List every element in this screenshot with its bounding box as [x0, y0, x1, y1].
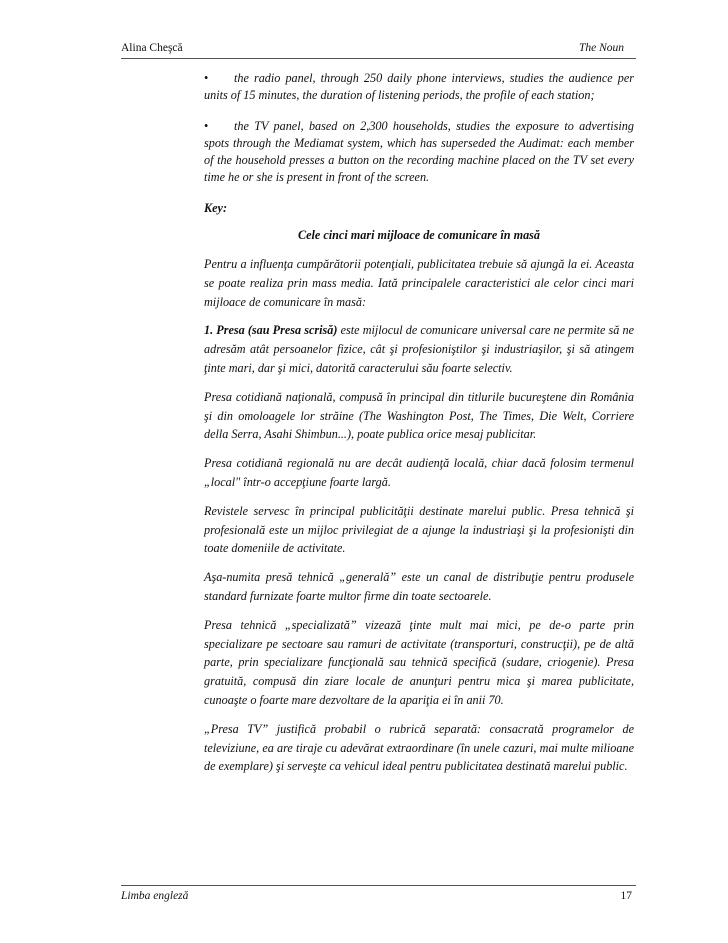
key-label: Key:: [204, 201, 228, 215]
intro-paragraph: Pentru a influenţa cumpărătorii potenţiali, publicitatea trebuie să ajungă la ei. Aceasta se poate realiza prin mass media. Iată principalele caracteristici ale celor cinci mari mijloace de comunicare în masă:: [204, 257, 634, 309]
header-title: The Noun: [578, 42, 624, 54]
bullet-item-radio: [204, 70, 634, 104]
key-subtitle: Cele cinci mari mijloace de comunicare în masă: [297, 228, 541, 242]
paragraph-specialized-press: Presa tehnică „specializată” vizează ţinte mult mai mici, pe de-o parte prin specializare pe sectoare sau ramuri de activitate (transporturi, construcţii), pe de altă parte, prin specializare funcţională sau tehnică specifică (sudare, criogenie). Presa gratuită, compusă din ziare locale de anunţuri pentru mica şi marea publicitate, cunoaşte o foarte mare dezvoltare de la apariţia ei în anii 70.: [204, 617, 634, 707]
paragraph-magazines: Revistele servesc în principal publicităţii destinate marelui public. Presa tehnică şi profesională este un mijloc privilegiat de a ajunge la industriaşi şi la profesionişti din toate domeniile de activitate.: [204, 503, 634, 556]
page-header: [121, 40, 636, 59]
footer-subject: Limba engleză: [121, 890, 189, 902]
paragraph-regional-press: Presa cotidiană regională nu are decât audienţă locală, chiar dacă folosim termenul „local" într-o accepţiune foarte largă.: [204, 456, 634, 489]
presa-heading: 1. Presa (sau Presa scrisă): [204, 323, 338, 338]
bullet-icon: •: [204, 71, 209, 85]
bullet-text: the TV panel, based on 2,300 households, studies the exposure to advertising spots through the Mediamat system, which has superseded the Audimat: each member of the household presses a button on the recording machine placed on the TV set every time he or she is present in front of the screen.: [204, 119, 634, 184]
paragraph-general-technical-press: Aşa-numita presă tehnică „generală” este un canal de distribuţie pentru produsele standard furnizate foarte multor firme din toate sectoarele.: [204, 570, 634, 603]
page-footer: [121, 885, 636, 906]
bullet-text: the radio panel, through 250 daily phone interviews, studies the audience per units of 15 minutes, the duration of listening periods, the profile of each station;: [204, 71, 634, 102]
page-content: [204, 70, 634, 786]
presa-text: este mijlocul de comunicare universal care ne permite să ne adresăm atât persoanelor fizice, cât şi profesioniştilor şi industriaşilor, şi să atingem ţinte mari, dar şi mici, datorită caracterului său foarte selectiv.: [204, 323, 635, 375]
paragraph-national-press: Presa cotidiană naţională, compusă în principal din titlurile bucureştene din România şi din omoloagele lor străine (The Washington Post, The Times, Die Welt, Corriere della Serra, Asahi Shimbun...), poate publica orice mesaj publicitar.: [204, 389, 634, 442]
bullet-item-tv: [204, 118, 634, 186]
page-number: 17: [620, 890, 632, 902]
bullet-icon: •: [204, 119, 209, 133]
presa-paragraph: [204, 321, 634, 377]
header-author: Alina Cheşcă: [121, 42, 183, 54]
paragraph-tv-press: „Presa TV” justifică probabil o rubrică separată: consacrată programelor de televiziune, ea are tiraje cu adevărat extraordinare (în unele cazuri, mai multe milioane de exemplare) şi serveşte ca vehicul ideal pentru publicitatea destinată marelui public.: [204, 721, 634, 774]
